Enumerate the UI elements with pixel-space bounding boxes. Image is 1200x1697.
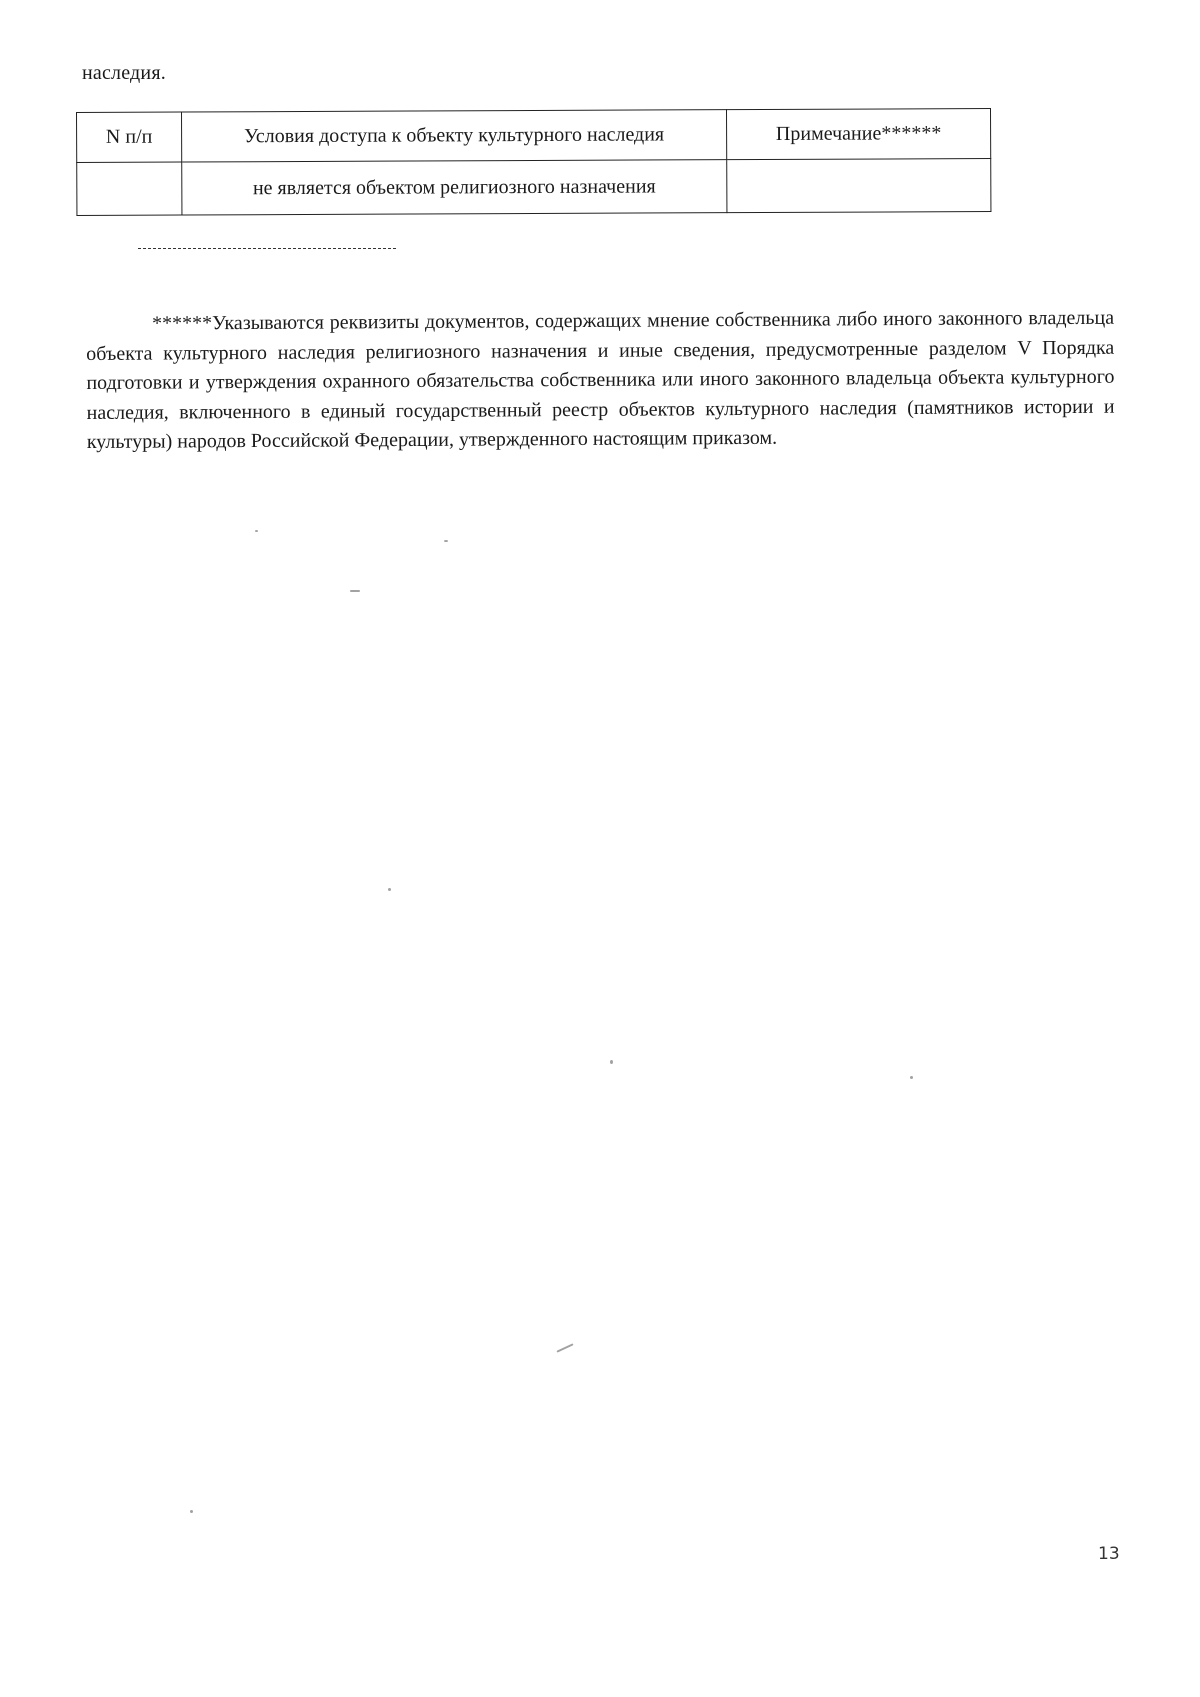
- scan-speck: [388, 888, 391, 891]
- cell-conditions: не является объектом религиозного назначения: [182, 160, 727, 215]
- scan-speck: [190, 1510, 193, 1513]
- continuation-text: наследия.: [82, 62, 166, 84]
- cell-note: [727, 159, 991, 213]
- page-number: 13: [1098, 1544, 1120, 1564]
- cell-number: [77, 162, 182, 215]
- table-header-row: [77, 109, 991, 163]
- scan-speck: [350, 590, 360, 592]
- header-number: N п/п: [77, 112, 182, 162]
- scan-speck: [556, 1343, 573, 1352]
- footnote-separator: [138, 248, 396, 249]
- scan-speck: [255, 530, 258, 532]
- scan-speck: [910, 1076, 913, 1079]
- access-conditions-table: [76, 108, 991, 216]
- table-row: [77, 159, 991, 216]
- header-conditions: Условия доступа к объекту культурного наследия: [182, 110, 727, 162]
- header-note: Примечание******: [726, 109, 990, 160]
- footnote-text: ******Указываются реквизиты документов, содержащих мнение собственника либо иного законного владельца объекта культурного наследия религиозного назначения и иные сведения, предусмотренные разделом V Порядка подготовки и утверждения охранного обязательства собственника или иного законного владельца объекта культурного наследия, включенного в единый государственный реестр объектов культурного наследия (памятников истории и культуры) народов Российской Федерации, утвержденного настоящим приказом.: [86, 306, 1115, 453]
- scan-speck: [444, 540, 448, 542]
- scan-speck: [610, 1060, 613, 1064]
